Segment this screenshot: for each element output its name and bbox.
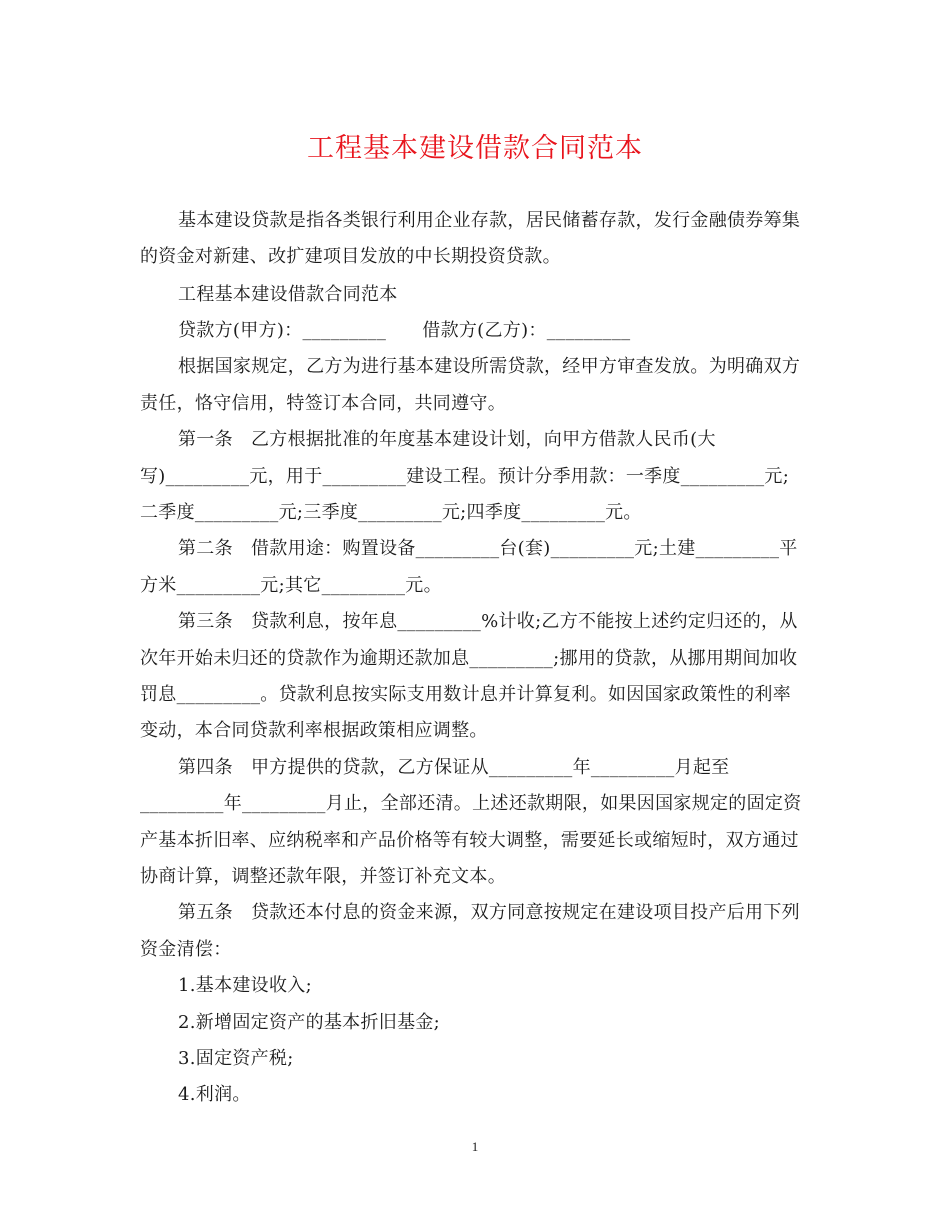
list-item: 2.新增固定资产的基本折旧基金; xyxy=(178,1012,441,1033)
article-1-line: 第一条 乙方根据批准的年度基本建设计划，向甲方借款人民币(大 xyxy=(178,429,716,450)
paragraph-line: 工程基本建设借款合同范本 xyxy=(178,284,398,305)
article-2-line: 第二条 借款用途：购置设备_________台(套)_________元;土建_________平 xyxy=(178,538,798,559)
article-4-line: 协商计算，调整还款年限，并签订补充文本。 xyxy=(140,866,506,887)
article-4-line: _________年_________月止，全部还清。上述还款期限，如果因国家规定的固定资 xyxy=(140,793,802,814)
paragraph-line: 的资金对新建、改扩建项目发放的中长期投资贷款。 xyxy=(140,246,561,267)
article-2-line: 方米_________元;其它_________元。 xyxy=(140,575,442,596)
list-item: 4.利润。 xyxy=(178,1084,251,1105)
article-5-line: 第五条 贷款还本付息的资金来源，双方同意按规定在建设项目投产后用下列 xyxy=(178,902,800,923)
article-3-line: 次年开始未归还的贷款作为逾期还款加息_________;挪用的贷款，从挪用期间加收 xyxy=(140,648,798,669)
list-item: 3.固定资产税; xyxy=(178,1048,294,1069)
article-1-line: 写)_________元，用于_________建设工程。预计分季用款：一季度_________元; xyxy=(140,466,790,487)
list-item: 1.基本建设收入; xyxy=(178,975,312,996)
paragraph-line: 基本建设贷款是指各类银行利用企业存款，居民储蓄存款，发行金融债券筹集 xyxy=(178,210,801,231)
article-5-line: 资金清偿： xyxy=(140,939,232,960)
page-number: 1 xyxy=(471,1139,479,1154)
article-3-line: 罚息_________。贷款利息按实际支用数计息并计算复利。如因国家政策性的利率 xyxy=(140,684,791,705)
document-title: 工程基本建设借款合同范本 xyxy=(307,133,643,164)
paragraph-line: 根据国家规定，乙方为进行基本建设所需贷款，经甲方审查发放。为明确双方 xyxy=(178,356,801,377)
paragraph-line: 责任，恪守信用，特签订本合同，共同遵守。 xyxy=(140,393,506,414)
article-1-line: 二季度_________元;三季度_________元;四季度_________元。 xyxy=(140,502,642,523)
article-3-line: 第三条 贷款利息，按年息_________%计收;乙方不能按上述约定归还的，从 xyxy=(178,611,798,632)
parties-line: 贷款方(甲方)：_________ 借款方(乙方)：_________ xyxy=(178,320,631,341)
article-4-line: 第四条 甲方提供的贷款，乙方保证从_________年_________月起至 xyxy=(178,757,730,778)
article-4-line: 产基本折旧率、应纳税率和产品价格等有较大调整，需要延长或缩短时，双方通过 xyxy=(140,830,799,851)
article-3-line: 变动，本合同贷款利率根据政策相应调整。 xyxy=(140,720,488,741)
